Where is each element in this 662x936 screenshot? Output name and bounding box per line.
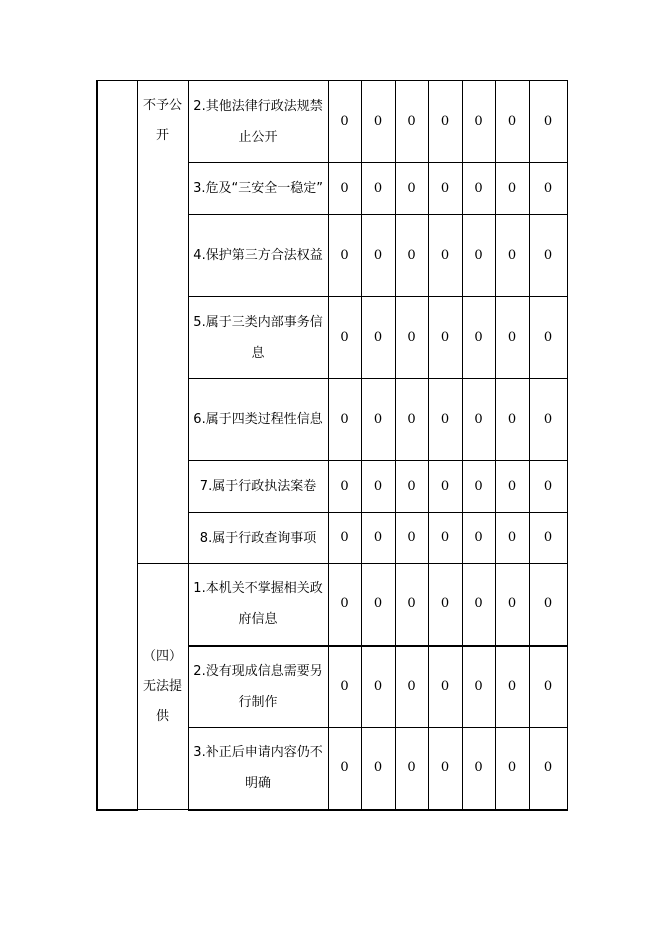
row-label: 5.属于三类内部事务信息	[188, 297, 328, 379]
category-line: （四）	[142, 648, 182, 664]
value-cell: 0	[462, 513, 495, 564]
value-cell: 0	[361, 513, 395, 564]
value-cell: 0	[495, 81, 529, 163]
row-label: 1.本机关不掌握相关政府信息	[188, 564, 328, 646]
row-label: 7.属于行政执法案卷	[188, 461, 328, 513]
value-cell: 0	[495, 513, 529, 564]
value-cell: 0	[529, 81, 567, 163]
value-cell: 0	[328, 728, 361, 810]
disclosure-statistics-table	[96, 80, 568, 811]
value-cell: 0	[395, 564, 428, 646]
value-cell: 0	[428, 461, 462, 513]
value-cell: 0	[395, 297, 428, 379]
value-cell: 0	[361, 81, 395, 163]
value-cell: 0	[462, 297, 495, 379]
value-cell: 0	[428, 297, 462, 379]
value-cell: 0	[428, 163, 462, 215]
value-cell: 0	[361, 728, 395, 810]
value-cell: 0	[328, 564, 361, 646]
value-cell: 0	[328, 646, 361, 728]
value-cell: 0	[428, 728, 462, 810]
value-cell: 0	[328, 215, 361, 297]
category-cell-not-disclosed	[137, 81, 188, 564]
value-cell: 0	[361, 297, 395, 379]
value-cell: 0	[529, 513, 567, 564]
value-cell: 0	[395, 81, 428, 163]
value-cell: 0	[328, 81, 361, 163]
value-cell: 0	[428, 379, 462, 461]
value-cell: 0	[495, 564, 529, 646]
value-cell: 0	[395, 215, 428, 297]
row-label: 8.属于行政查询事项	[188, 513, 328, 564]
row-label: 4.保护第三方合法权益	[188, 215, 328, 297]
category-line: 供	[155, 708, 169, 724]
value-cell: 0	[462, 215, 495, 297]
value-cell: 0	[428, 564, 462, 646]
value-cell: 0	[328, 297, 361, 379]
value-cell: 0	[529, 163, 567, 215]
value-cell: 0	[395, 646, 428, 728]
value-cell: 0	[395, 163, 428, 215]
value-cell: 0	[495, 646, 529, 728]
value-cell: 0	[462, 564, 495, 646]
value-cell: 0	[529, 564, 567, 646]
value-cell: 0	[428, 215, 462, 297]
value-cell: 0	[529, 728, 567, 810]
value-cell: 0	[495, 215, 529, 297]
value-cell: 0	[462, 379, 495, 461]
row-label: 6.属于四类过程性信息	[188, 379, 328, 461]
value-cell: 0	[328, 513, 361, 564]
row-label: 3.补正后申请内容仍不明确	[188, 728, 328, 810]
value-cell: 0	[361, 461, 395, 513]
value-cell: 0	[428, 646, 462, 728]
value-cell: 0	[361, 163, 395, 215]
value-cell: 0	[529, 379, 567, 461]
value-cell: 0	[462, 646, 495, 728]
value-cell: 0	[395, 461, 428, 513]
value-cell: 0	[495, 461, 529, 513]
value-cell: 0	[495, 379, 529, 461]
value-cell: 0	[328, 461, 361, 513]
value-cell: 0	[495, 163, 529, 215]
value-cell: 0	[361, 215, 395, 297]
value-cell: 0	[395, 513, 428, 564]
blank-left-column	[97, 81, 137, 810]
value-cell: 0	[361, 379, 395, 461]
value-cell: 0	[395, 728, 428, 810]
category-line: 无法提	[142, 678, 182, 694]
value-cell: 0	[495, 728, 529, 810]
value-cell: 0	[462, 461, 495, 513]
value-cell: 0	[361, 646, 395, 728]
value-cell: 0	[529, 461, 567, 513]
row-label: 3.危及“三安全一稳定”	[188, 163, 328, 215]
value-cell: 0	[462, 163, 495, 215]
row-label: 2.其他法律行政法规禁止公开	[188, 81, 328, 163]
value-cell: 0	[428, 81, 462, 163]
row-label: 2.没有现成信息需要另行制作	[188, 646, 328, 728]
value-cell: 0	[529, 646, 567, 728]
value-cell: 0	[462, 81, 495, 163]
value-cell: 0	[328, 379, 361, 461]
category-cell-unable-to-provide	[137, 564, 188, 810]
table-row	[97, 564, 567, 646]
table-row	[97, 81, 567, 163]
value-cell: 0	[395, 379, 428, 461]
value-cell: 0	[361, 564, 395, 646]
category-line: 开	[155, 128, 169, 143]
value-cell: 0	[328, 163, 361, 215]
value-cell: 0	[495, 297, 529, 379]
value-cell: 0	[462, 728, 495, 810]
value-cell: 0	[529, 215, 567, 297]
value-cell: 0	[529, 297, 567, 379]
category-line: 不予公	[142, 98, 182, 113]
value-cell: 0	[428, 513, 462, 564]
